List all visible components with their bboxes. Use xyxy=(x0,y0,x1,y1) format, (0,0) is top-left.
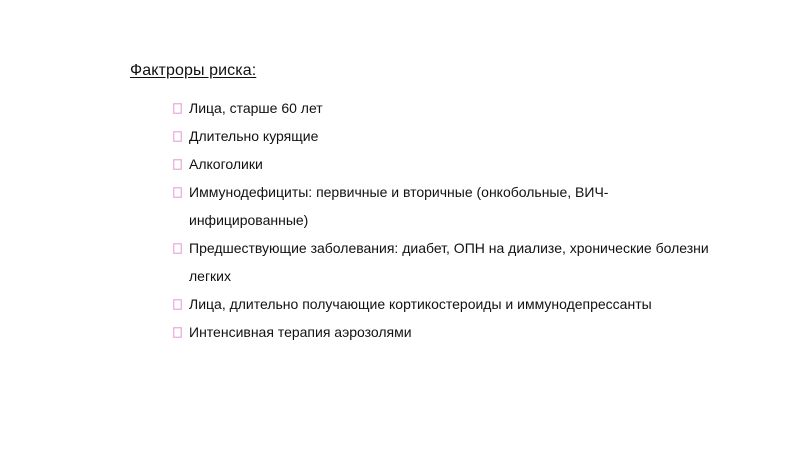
list-item xyxy=(173,318,713,346)
list-item xyxy=(173,290,713,318)
list-item xyxy=(173,122,713,150)
list-item xyxy=(173,94,713,122)
list-item-text: Предшествующие заболевания: диабет, ОПН на диализе, хронические болезни легких xyxy=(189,240,709,284)
list-item-text: Алкоголики xyxy=(189,156,263,172)
bullet-square-icon xyxy=(173,318,189,346)
list-item-text: Лица, старше 60 лет xyxy=(189,100,323,116)
list-item-text: Лица, длительно получающие кортикостероиды и иммунодепрессанты xyxy=(189,296,652,312)
bullet-square-icon xyxy=(173,178,189,206)
list-item xyxy=(173,234,713,290)
bullet-square-icon xyxy=(173,234,189,262)
list-item-text: Длительно курящие xyxy=(189,128,319,144)
bullet-square-icon xyxy=(173,122,189,150)
bullet-square-icon xyxy=(173,94,189,122)
list-item xyxy=(173,150,713,178)
bullet-square-icon xyxy=(173,290,189,318)
risk-factors-list xyxy=(173,94,713,346)
list-item-text: Интенсивная терапия аэрозолями xyxy=(189,324,412,340)
list-item xyxy=(173,178,713,234)
bullet-square-icon xyxy=(173,150,189,178)
list-item-text: Иммунодефициты: первичные и вторичные (онкобольные, ВИЧ-инфицированные) xyxy=(189,184,609,228)
slide-title: Фактроры риска: xyxy=(130,62,257,79)
